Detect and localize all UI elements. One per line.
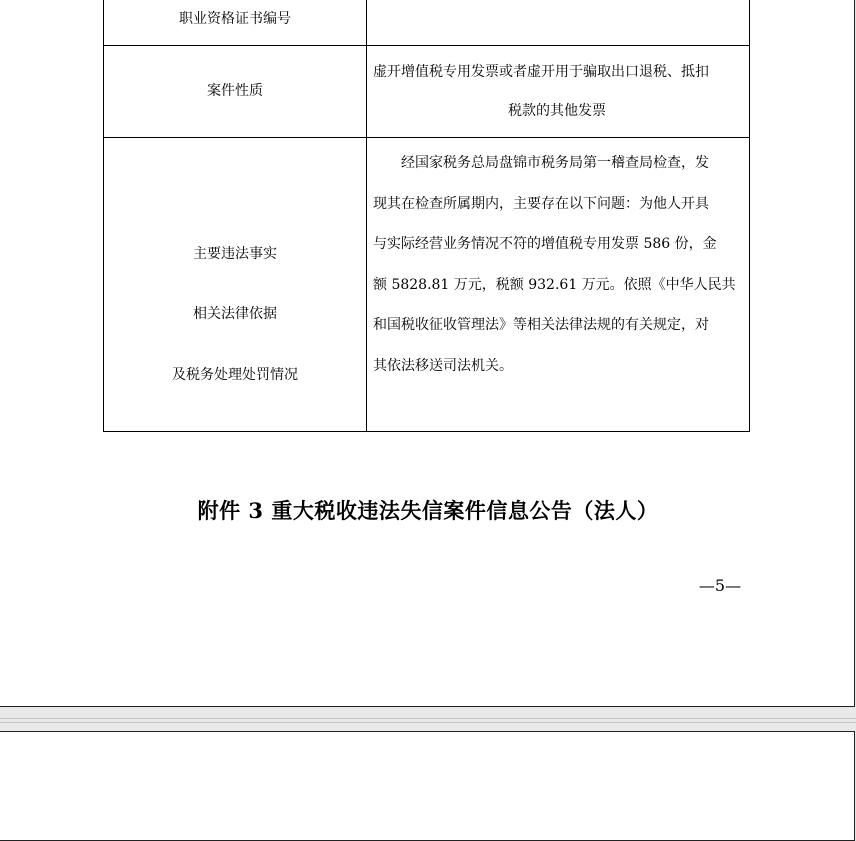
facts-label-3: 及税务处理处罚情况 — [172, 367, 298, 383]
facts-line: 和国税收征收管理法》等相关法律法规的有关规定，对 — [373, 317, 709, 333]
table-row-divider — [103, 45, 750, 46]
facts-line: 额 5828.81 万元，税额 932.61 万元。依照《中华人民共 — [373, 276, 736, 293]
facts-line: 其依法移送司法机关。 — [373, 357, 513, 374]
page-number: —5— — [698, 576, 742, 595]
table-column-divider — [366, 0, 367, 432]
page-separator-line — [0, 718, 856, 719]
case-nature-line: 虚开增值税专用发票或者虚开用于骗取出口退税、抵扣 — [373, 64, 709, 80]
cert-number-label: 职业资格证书编号 — [179, 11, 291, 27]
table-border-right — [749, 0, 750, 432]
case-nature-line: 税款的其他发票 — [508, 103, 606, 119]
document-page-2 — [0, 731, 855, 841]
page-separator — [0, 708, 856, 731]
page-separator-line — [0, 722, 856, 723]
facts-label-1: 主要违法事实 — [193, 246, 277, 262]
facts-line: 与实际经营业务情况不符的增值税专用发票 586 份，金 — [373, 236, 717, 252]
facts-label-2: 相关法律依据 — [193, 306, 277, 322]
facts-line: 经国家税务总局盘锦市税务局第一稽查局检查，发 — [401, 155, 709, 171]
appendix-heading: 附件 3 重大税收违法失信案件信息公告（法人） — [197, 498, 659, 523]
facts-line: 现其在检查所属期内，主要存在以下问题：为他人开具 — [373, 195, 709, 212]
facts-text — [373, 152, 743, 395]
case-nature-value — [373, 62, 743, 140]
table-border-bottom — [103, 431, 750, 432]
case-nature-label: 案件性质 — [207, 83, 263, 99]
